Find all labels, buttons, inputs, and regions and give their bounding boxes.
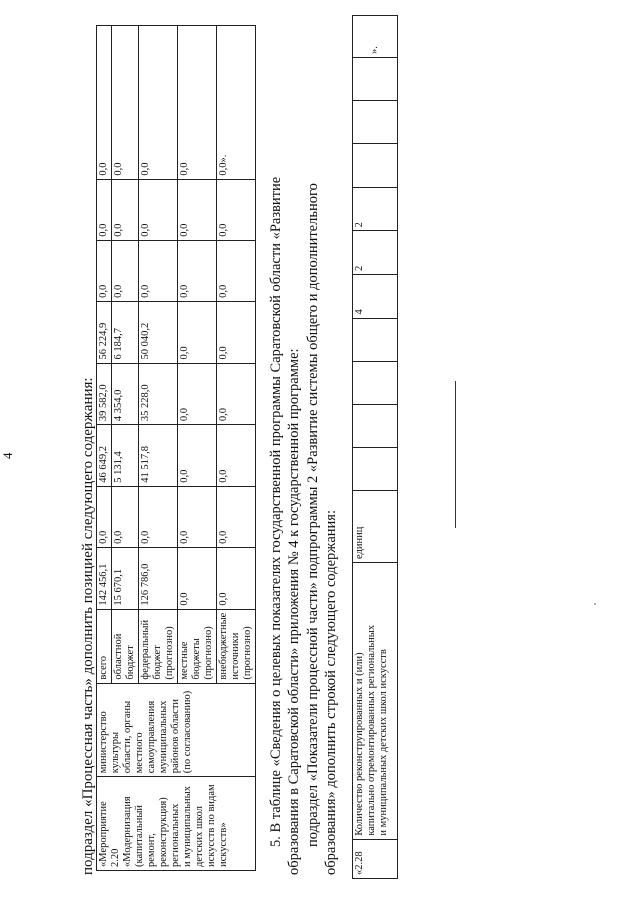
value-cell bbox=[353, 144, 398, 187]
source-cell: всего bbox=[97, 609, 112, 683]
executor-cell: министерство культуры области, органы местного самоуправления муниципальных районов области (по согласованию) bbox=[97, 683, 256, 777]
value-cell: 15 670,1 bbox=[112, 547, 139, 609]
value-cell: 0,0 bbox=[139, 240, 178, 301]
measure-cell: «Мероприятие 2.20 «Модернизация (капитальный ремонт, реконструкция) региональных и муниципальных детских школ искусств по видам искусств» bbox=[97, 777, 256, 871]
scan-speck bbox=[594, 603, 596, 605]
value-cell: 0,0 bbox=[178, 179, 217, 240]
value-cell: 0,0 bbox=[217, 425, 256, 487]
value-cell bbox=[353, 101, 398, 144]
paragraph-5-line-3: подраздел «Показатели процессной части» подпрограммы 2 «Развитие системы общего и дополнительного bbox=[305, 183, 321, 847]
source-cell: областной бюджет bbox=[112, 609, 139, 683]
value-cell bbox=[353, 58, 398, 101]
value-cell bbox=[353, 405, 398, 448]
value-cell: 0,0 bbox=[178, 240, 217, 301]
value-cell bbox=[353, 318, 398, 361]
value-cell: 0,0 bbox=[139, 26, 178, 180]
funding-table bbox=[96, 25, 256, 871]
value-cell: 6 184,7 bbox=[112, 301, 139, 363]
value-cell: 0,0 bbox=[97, 179, 112, 240]
value-cell: 0,0 bbox=[97, 240, 112, 301]
table-row bbox=[353, 16, 398, 879]
value-cell: 0,0 bbox=[97, 486, 112, 547]
value-cell: 0,0 bbox=[178, 301, 217, 363]
value-cell: 0,0 bbox=[112, 179, 139, 240]
value-cell: 0,0 bbox=[217, 547, 256, 609]
value-cell: 56 224,9 bbox=[97, 301, 112, 363]
value-cell: 0,0 bbox=[217, 486, 256, 547]
page-number: 4 bbox=[0, 452, 15, 459]
value-cell bbox=[353, 361, 398, 404]
paragraph-5-line-4: образования» дополнить строкой следующего содержания: bbox=[323, 510, 339, 875]
value-cell: 2 bbox=[353, 187, 398, 231]
value-cell: 4 bbox=[353, 274, 398, 318]
source-cell: местные бюджеты (прогнозно) bbox=[178, 609, 217, 683]
value-cell: 0,0 bbox=[139, 179, 178, 240]
value-cell: 0,0 bbox=[112, 26, 139, 180]
value-cell: 0,0 bbox=[112, 486, 139, 547]
value-cell: 39 582,0 bbox=[97, 363, 112, 425]
value-cell: 0,0 bbox=[112, 240, 139, 301]
paragraph-5-line-2: образования в Саратовской области» приложения № 4 к государственной программе: bbox=[286, 348, 302, 875]
value-cell: 0,0 bbox=[217, 179, 256, 240]
value-cell: 35 228,0 bbox=[139, 363, 178, 425]
value-cell: 50 040,2 bbox=[139, 301, 178, 363]
paragraph-5-line-1: 5. В таблице «Сведения о целевых показателях государственной программы Саратовской области «Развитие bbox=[268, 176, 284, 847]
value-cell: 46 649,2 bbox=[97, 425, 112, 487]
value-cell: 0,0 bbox=[178, 425, 217, 487]
indicator-table bbox=[352, 15, 398, 879]
value-cell: 126 786,0 bbox=[139, 547, 178, 609]
value-cell bbox=[353, 448, 398, 491]
value-cell: 0,0 bbox=[217, 301, 256, 363]
value-cell: 0,0 bbox=[217, 363, 256, 425]
value-cell: 142 456,1 bbox=[97, 547, 112, 609]
value-cell: 0,0 bbox=[178, 547, 217, 609]
value-cell: 41 517,8 bbox=[139, 425, 178, 487]
value-cell: 0,0 bbox=[139, 486, 178, 547]
source-cell: внебюджетные источники (прогнозно) bbox=[217, 609, 256, 683]
value-cell: 0,0 bbox=[178, 486, 217, 547]
value-cell: ». bbox=[353, 16, 398, 58]
indicator-unit: единиц bbox=[353, 491, 398, 563]
value-cell: 0,0 bbox=[97, 26, 112, 180]
value-cell: 5 131,4 bbox=[112, 425, 139, 487]
value-cell: 0,0 bbox=[178, 26, 217, 180]
separator-line bbox=[455, 381, 456, 528]
value-cell: 2 bbox=[353, 231, 398, 275]
intro-line: подраздел «Процессная часть» дополнить позицией следующего содержания: bbox=[80, 377, 96, 875]
value-cell: 0,0». bbox=[217, 26, 256, 180]
table-row bbox=[97, 26, 112, 871]
value-cell: 4 354,0 bbox=[112, 363, 139, 425]
indicator-code: «2.28 bbox=[353, 839, 398, 878]
value-cell: 0,0 bbox=[178, 363, 217, 425]
indicator-name: Количество реконструированных и (или) капитально отремонтированных региональных и муниципальных детских школ искусств bbox=[353, 563, 398, 840]
value-cell: 0,0 bbox=[217, 240, 256, 301]
source-cell: федеральный бюджет (прогнозно) bbox=[139, 609, 178, 683]
